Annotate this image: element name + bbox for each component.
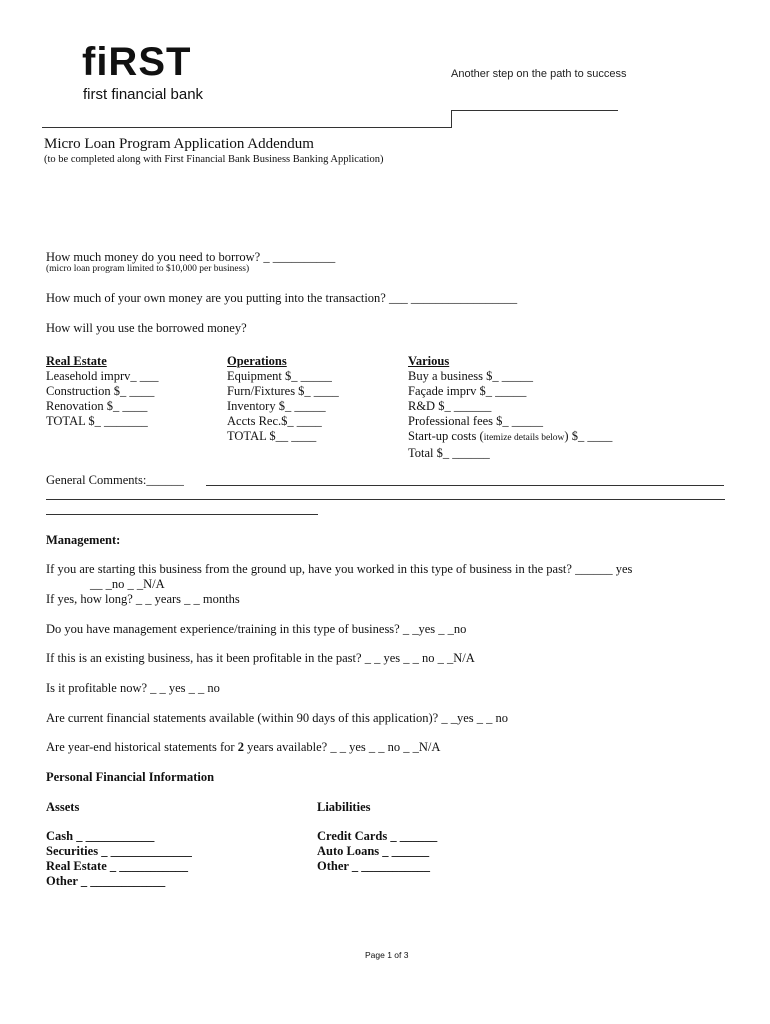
management-how-long: If yes, how long? _ _ years _ _ months: [46, 592, 240, 606]
management-heading: Management:: [46, 533, 121, 547]
operations-total: TOTAL $__ ____: [227, 429, 317, 443]
tagline: Another step on the path to success: [451, 68, 627, 80]
operations-column: [227, 354, 339, 444]
borrow-note: (micro loan program limited to $10,000 per business): [46, 264, 250, 274]
management-q1-options: __ _no _ _N/A: [90, 577, 165, 591]
liability-other: Other _ ___________: [317, 859, 430, 873]
assets-column: [46, 829, 192, 889]
comments-line-1[interactable]: [206, 485, 724, 486]
various-professional-fees: Professional fees $_ _____: [408, 414, 544, 428]
various-total: Total $_ ______: [408, 446, 490, 460]
various-heading: Various: [408, 354, 450, 368]
real-estate-heading: Real Estate: [46, 354, 107, 368]
comments-line-2[interactable]: [46, 499, 725, 500]
asset-other: Other _ ____________: [46, 874, 166, 888]
operations-heading: Operations: [227, 354, 287, 368]
asset-cash: Cash _ ___________: [46, 829, 155, 843]
operations-accts-rec: Accts Rec.$_ ____: [227, 414, 322, 428]
various-rnd: R&D $_ ______: [408, 399, 492, 413]
management-q4: Is it profitable now? _ _ yes _ _ no: [46, 681, 220, 695]
assets-heading: Assets: [46, 800, 80, 814]
header-rule-left: [42, 127, 452, 128]
asset-securities: Securities _ _____________: [46, 844, 192, 858]
various-column: [408, 354, 612, 461]
operations-inventory: Inventory $_ _____: [227, 399, 326, 413]
bank-name: first financial bank: [83, 86, 204, 103]
form-title: Micro Loan Program Application Addendum: [44, 136, 314, 152]
header-rule-step: [451, 110, 452, 128]
various-startup-costs: Start-up costs (itemize details below) $_ ____: [408, 429, 613, 443]
header-rule-right: [451, 110, 618, 111]
use-question: How will you use the borrowed money?: [46, 321, 247, 335]
operations-furn-fixtures: Furn/Fixtures $_ ____: [227, 384, 339, 398]
general-comments-label: General Comments:______: [46, 473, 184, 487]
management-q3: If this is an existing business, has it been profitable in the past? _ _ yes _ _ no _ _N/A: [46, 651, 475, 665]
liabilities-heading: Liabilities: [317, 800, 371, 814]
real-estate-column: [46, 354, 158, 429]
liability-credit-cards: Credit Cards _ ______: [317, 829, 438, 843]
liability-auto-loans: Auto Loans _ ______: [317, 844, 430, 858]
bank-logo: fiRST: [82, 40, 192, 84]
own-money-question: How much of your own money are you putting into the transaction? ___ _________________: [46, 291, 518, 305]
liabilities-column: [317, 829, 437, 874]
borrow-question: How much money do you need to borrow? _ __________: [46, 250, 336, 264]
management-q1: If you are starting this business from the ground up, have you worked in this type of business in the past? ______ yes: [46, 562, 633, 576]
management-q5: Are current financial statements available (within 90 days of this application)? _ _yes _ _ no: [46, 711, 509, 725]
operations-equipment: Equipment $_ _____: [227, 369, 332, 383]
real-estate-construction: Construction $_ ____: [46, 384, 155, 398]
asset-real-estate: Real Estate _ ___________: [46, 859, 188, 873]
real-estate-renovation: Renovation $_ ____: [46, 399, 148, 413]
comments-line-3[interactable]: [46, 514, 318, 515]
management-q6: Are year-end historical statements for 2 years available? _ _ yes _ _ no _ _N/A: [46, 740, 441, 754]
various-facade: Façade imprv $_ _____: [408, 384, 527, 398]
real-estate-total: TOTAL $_ _______: [46, 414, 148, 428]
management-q2: Do you have management experience/training in this type of business? _ _yes _ _no: [46, 622, 467, 636]
various-buy-business: Buy a business $_ _____: [408, 369, 533, 383]
real-estate-leasehold: Leasehold imprv_ ___: [46, 369, 159, 383]
form-subtitle: (to be completed along with First Financial Bank Business Banking Application): [44, 154, 384, 165]
personal-heading: Personal Financial Information: [46, 770, 215, 784]
page-number: Page 1 of 3: [365, 950, 409, 960]
